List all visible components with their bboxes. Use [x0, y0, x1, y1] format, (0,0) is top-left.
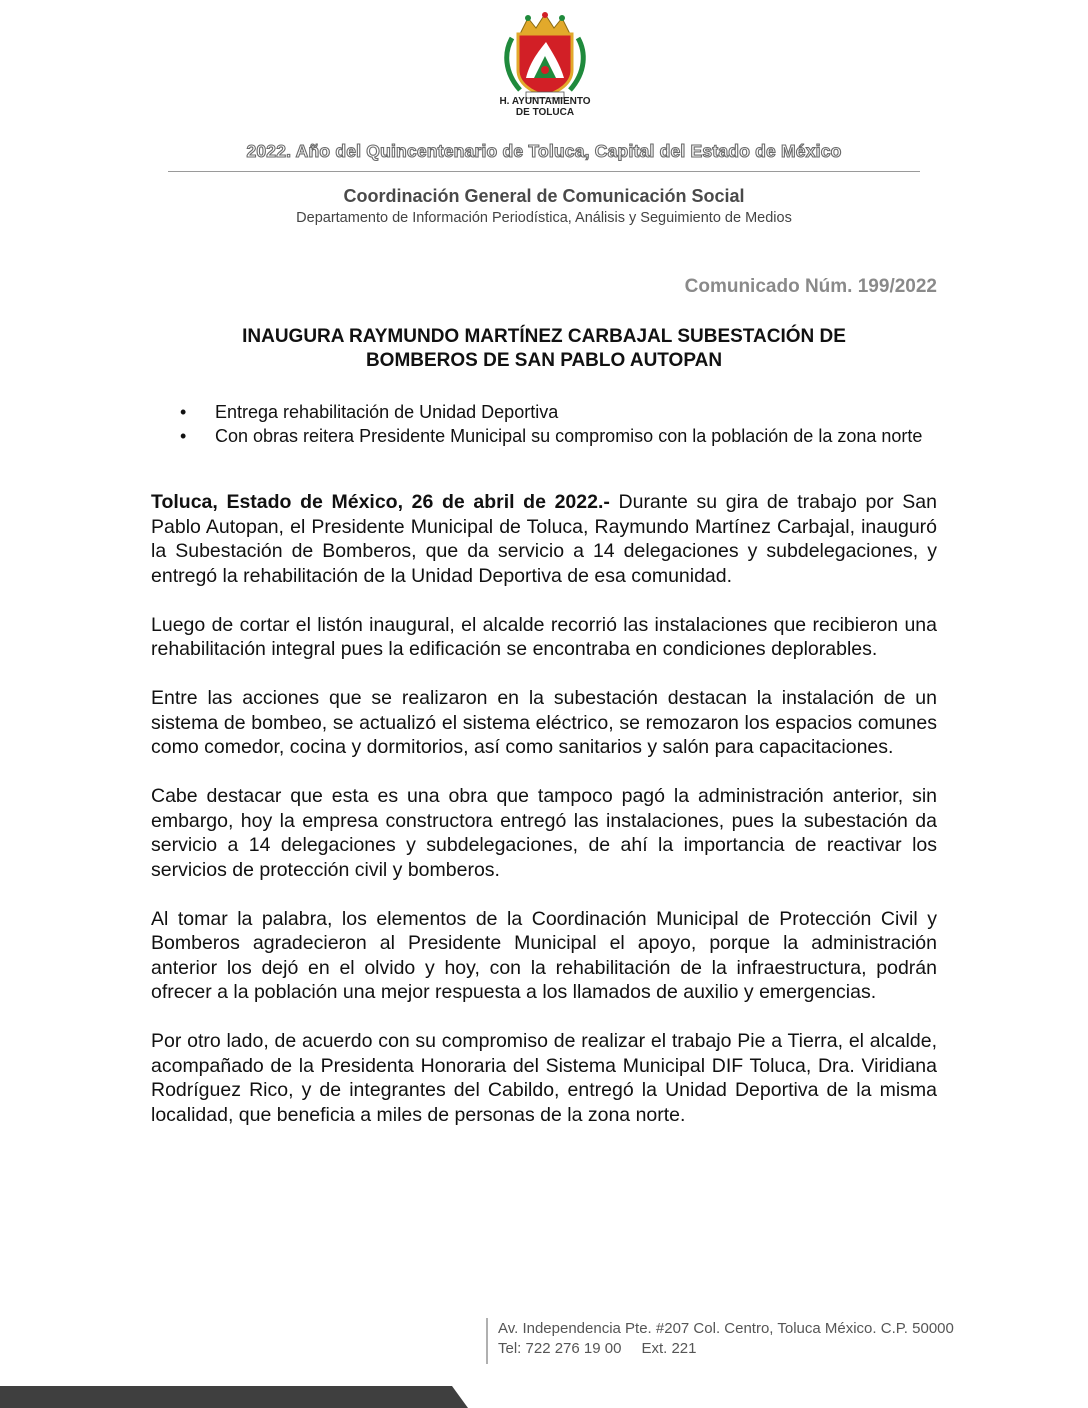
year-motto: 2022. Año del Quincentenario de Toluca, Capital del Estado de México: [246, 141, 842, 161]
department-subtitle: Departamento de Información Periodística, Análisis y Seguimiento de Medios: [296, 210, 792, 226]
paragraph-4: Cabe destacar que esta es una obra que tampoco pagó la administración anterior, sin embargo, hoy la empresa constructora entregó las instalaciones, pues la subestación da servicio a 14 delegaciones y subdelegaciones, de ahí la importancia de reactivar los servicios de protección civil y bomberos.: [151, 785, 937, 881]
footer-divider: [486, 1318, 488, 1364]
bullet-item: • Entrega rehabilitación de Unidad Deportiva: [180, 400, 940, 424]
headline-line1: INAUGURA RAYMUNDO MARTÍNEZ CARBAJAL SUBESTACIÓN DE: [242, 326, 846, 347]
paragraph-1: [151, 490, 937, 588]
summary-bullets: [180, 400, 940, 448]
paragraph-2: Luego de cortar el listón inaugural, el alcalde recorrió las instalaciones que recibieron una rehabilitación integral pues la edificación se encontraba en condiciones deplorables.: [151, 613, 937, 660]
logo-caption-line1: H. AYUNTAMIENTO: [499, 96, 591, 107]
phone-number: Tel: 722 276 19 00: [498, 1340, 622, 1357]
paragraph-6: Por otro lado, de acuerdo con su compromiso de realizar el trabajo Pie a Tierra, el alcalde, acompañado de la Presidenta Honoraria del Sistema Municipal DIF Toluca, Dra. Viridiana Rodríguez Rico, y de integrantes del Cabildo, entregó la Unidad Deportiva de la misma localidad, que beneficia a miles de personas de la zona norte.: [151, 1030, 937, 1126]
bottom-decorative-bar: [0, 1386, 468, 1408]
article-body: [151, 490, 937, 1152]
paragraph-3: Entre las acciones que se realizaron en la subestación destacan la instalación de un sistema de bombeo, se actualizó el sistema eléctrico, se remozaron los espacios comunes como comedor, cocina y dormitorios, así como sanitarios y salón para capacitaciones.: [151, 687, 937, 758]
bullet-item: • Con obras reitera Presidente Municipal su compromiso con la población de la zona norte: [180, 424, 940, 448]
dateline: Toluca, Estado de México, 26 de abril de 2022.-: [151, 491, 610, 513]
paragraph-1-text: Durante su gira de trabajo por San Pablo Autopan, el Presidente Municipal de Toluca, Raymundo Martínez Carbajal, inauguró la Subestación de Bomberos, que da servicio a 14 delegaciones y subdelegaciones, y entregó la rehabilitación de la Unidad Deportiva de esa comunidad.: [151, 491, 938, 587]
footer-address: Av. Independencia Pte. #207 Col. Centro, Toluca México. C.P. 50000: [498, 1320, 954, 1337]
paragraph-5: Al tomar la palabra, los elementos de la Coordinación Municipal de Protección Civil y Bomberos agradecieron al Presidente Municipal el apoyo, porque la administración anterior los dejó en el olvido y hoy, con la rehabilitación de la infraestructura, podrán ofrecer a la población una mejor respuesta a los llamados de auxilio y emergencias.: [151, 907, 937, 1003]
headline: [180, 325, 908, 373]
footer-phone: [498, 1340, 696, 1357]
header-divider: [168, 171, 920, 172]
headline-line2: BOMBEROS DE SAN PABLO AUTOPAN: [365, 350, 723, 371]
communique-number: Comunicado Núm. 199/2022: [684, 276, 937, 297]
phone-extension: Ext. 221: [641, 1340, 697, 1357]
logo-caption: [470, 96, 620, 118]
coordination-title: Coordinación General de Comunicación Social: [343, 186, 745, 206]
logo-caption-line2: DE TOLUCA: [515, 107, 575, 118]
